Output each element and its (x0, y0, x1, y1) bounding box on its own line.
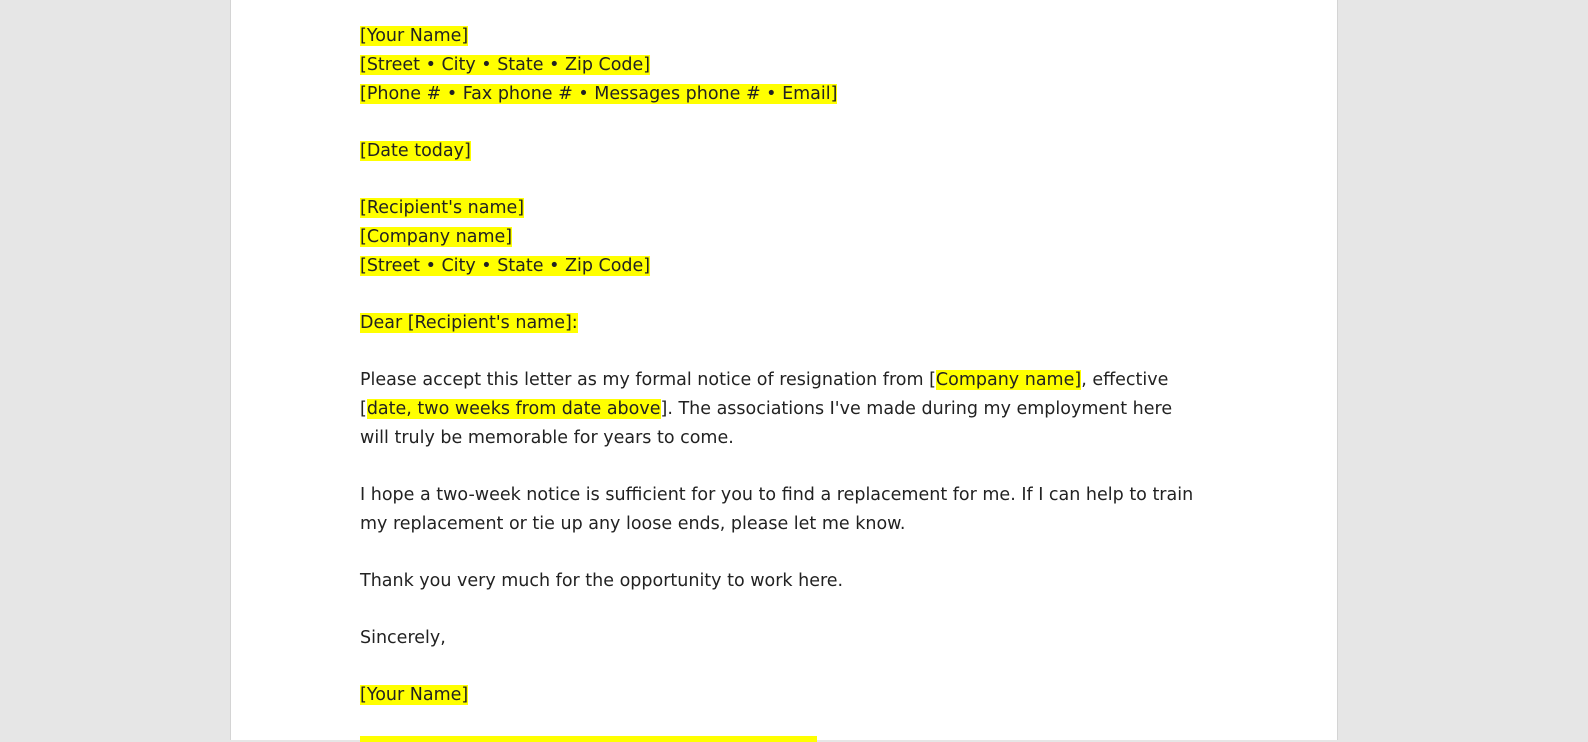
letter-date: [Date today] (360, 141, 471, 161)
sender-contact-line (360, 80, 1240, 109)
signature-name: [Your Name] (360, 685, 469, 705)
recipient-company: [Company name] (360, 227, 513, 247)
recipient-address-line (360, 252, 1240, 281)
signature-line (360, 681, 1240, 710)
paragraph1-text: Please accept this letter as my formal notice of resignation from (360, 370, 930, 390)
paragraph1-text: , effective (1081, 370, 1169, 390)
paragraph2-line1 (360, 481, 1240, 510)
bracket-open: [ (360, 399, 367, 419)
letter-body[interactable] (360, 22, 1240, 710)
paragraph3-text: Thank you very much for the opportunity to work here. (360, 571, 844, 591)
paragraph2-line2 (360, 510, 1240, 539)
sender-name-line (360, 22, 1240, 51)
paragraph1-line1 (360, 366, 1240, 395)
spacer (360, 109, 1240, 137)
sender-name: [Your Name] (360, 26, 469, 46)
sender-contact: [Phone # • Fax phone # • Messages phone # • Email] (360, 84, 838, 104)
bracket-open: [ (929, 370, 936, 390)
paragraph1-text: ]. The associations I've made during my employment here (660, 399, 1173, 419)
sender-address-line (360, 51, 1240, 80)
recipient-name: [Recipient's name] (360, 198, 525, 218)
paragraph2-text: my replacement or tie up any loose ends, please let me know. (360, 514, 906, 534)
effective-date-placeholder: date, two weeks from date above (366, 399, 661, 419)
recipient-address: [Street • City • State • Zip Code] (360, 256, 651, 276)
paragraph1-line3 (360, 424, 1240, 453)
date-line (360, 137, 1240, 166)
salutation-line (360, 309, 1240, 338)
spacer (360, 166, 1240, 194)
paragraph2-text: I hope a two-week notice is sufficient for you to find a replacement for me. If I can help to train (360, 485, 1194, 505)
paragraph3-line (360, 567, 1240, 596)
spacer (360, 596, 1240, 624)
document-page (230, 0, 1338, 740)
paragraph1-text: will truly be memorable for years to come. (360, 428, 734, 448)
next-line-highlight (360, 736, 817, 742)
paragraph1-line2 (360, 395, 1240, 424)
spacer (360, 653, 1240, 681)
closing-text: Sincerely, (360, 628, 446, 648)
closing-line (360, 624, 1240, 653)
salutation: Dear [Recipient's name]: (360, 313, 578, 333)
company-name-placeholder: Company name] (935, 370, 1082, 390)
spacer (360, 338, 1240, 366)
sender-address: [Street • City • State • Zip Code] (360, 55, 651, 75)
spacer (360, 453, 1240, 481)
recipient-company-line (360, 223, 1240, 252)
recipient-name-line (360, 194, 1240, 223)
spacer (360, 281, 1240, 309)
spacer (360, 539, 1240, 567)
